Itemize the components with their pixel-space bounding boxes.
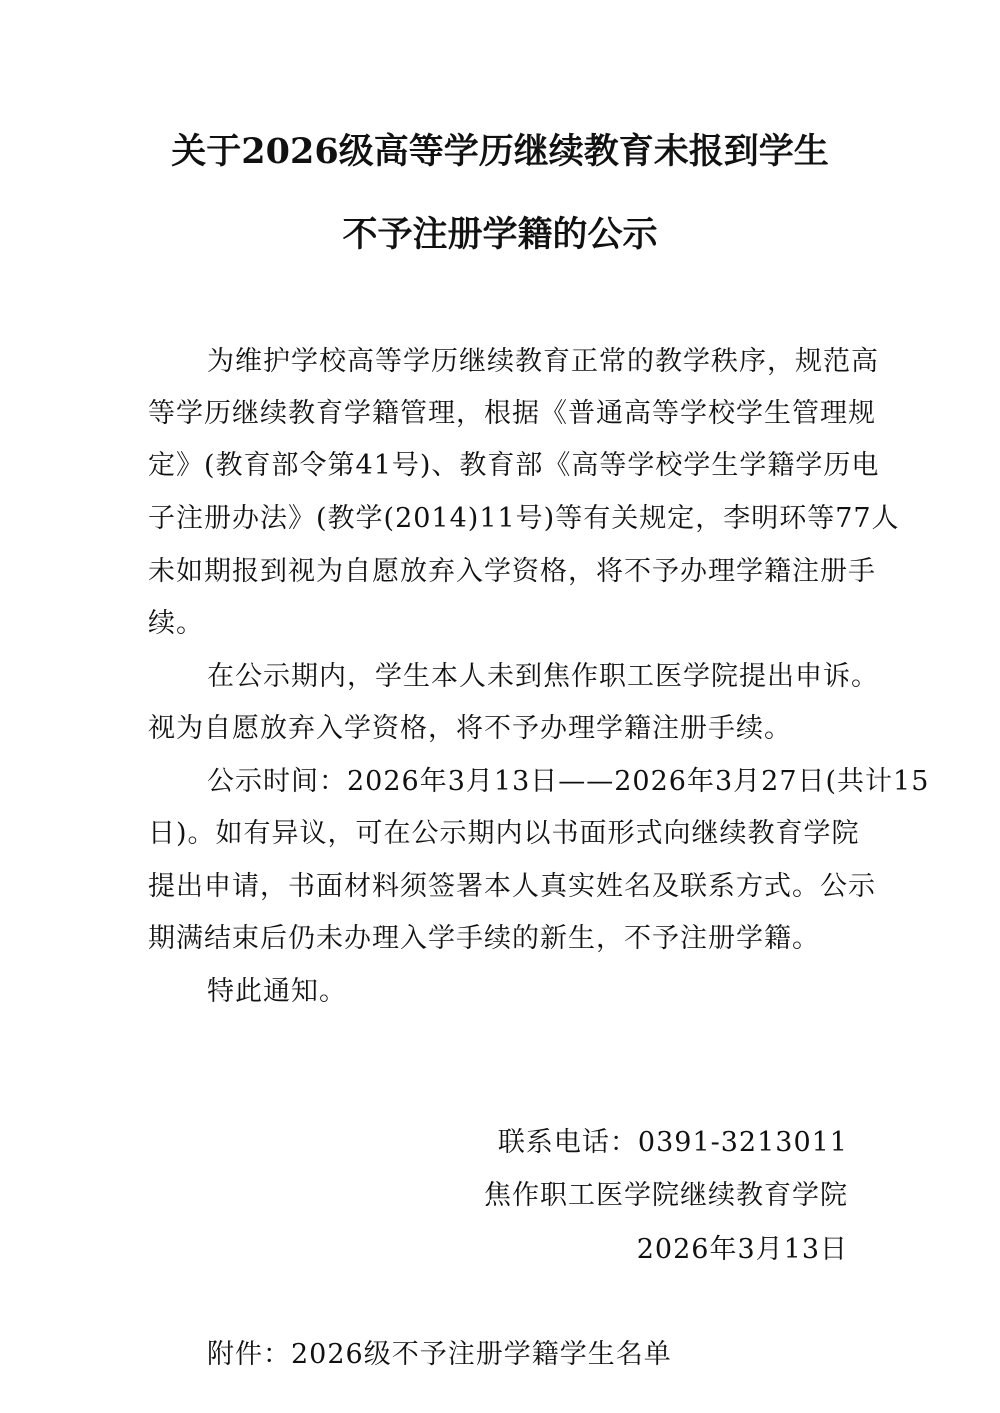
closing-line: 特此通知。 [207, 976, 347, 1007]
title-line-2: 不予注册学籍的公示 [342, 214, 658, 255]
paragraph-1-line: 续。 [148, 608, 204, 639]
issue-date: 2026年3月13日 [636, 1234, 848, 1265]
title-line-1: 关于2026级高等学历继续教育未报到学生 [171, 131, 829, 172]
paragraph-2-line: 在公示期内，学生本人未到焦作职工医学院提出申诉。 [207, 661, 879, 692]
paragraph-3-line: 日)。如有异议，可在公示期内以书面形式向继续教育学院 [148, 818, 860, 849]
contact-phone: 联系电话：0391-3213011 [497, 1127, 848, 1158]
attachment-note: 附件：2026级不予注册学籍学生名单 [207, 1339, 672, 1370]
paragraph-1-line: 定》(教育部令第41号)、教育部《高等学校学生学籍学历电 [148, 450, 880, 481]
paragraph-1-line: 子注册办法》(教学(2014)11号)等有关规定，李明环等77人 [148, 503, 900, 534]
issuing-organization: 焦作职工医学院继续教育学院 [484, 1180, 848, 1211]
paragraph-1-line: 等学历继续教育学籍管理，根据《普通高等学校学生管理规 [148, 398, 876, 429]
paragraph-3-line: 公示时间：2026年3月13日——2026年3月27日(共计15 [207, 766, 930, 797]
paragraph-1-line: 为维护学校高等学历继续教育正常的教学秩序，规范高 [207, 346, 879, 377]
paragraph-3-line: 期满结束后仍未办理入学手续的新生，不予注册学籍。 [148, 923, 820, 954]
paragraph-1-line: 未如期报到视为自愿放弃入学资格，将不予办理学籍注册手 [148, 556, 876, 587]
paragraph-3-line: 提出申请，书面材料须签署本人真实姓名及联系方式。公示 [148, 871, 876, 902]
paragraph-2-line: 视为自愿放弃入学资格，将不予办理学籍注册手续。 [148, 713, 792, 744]
